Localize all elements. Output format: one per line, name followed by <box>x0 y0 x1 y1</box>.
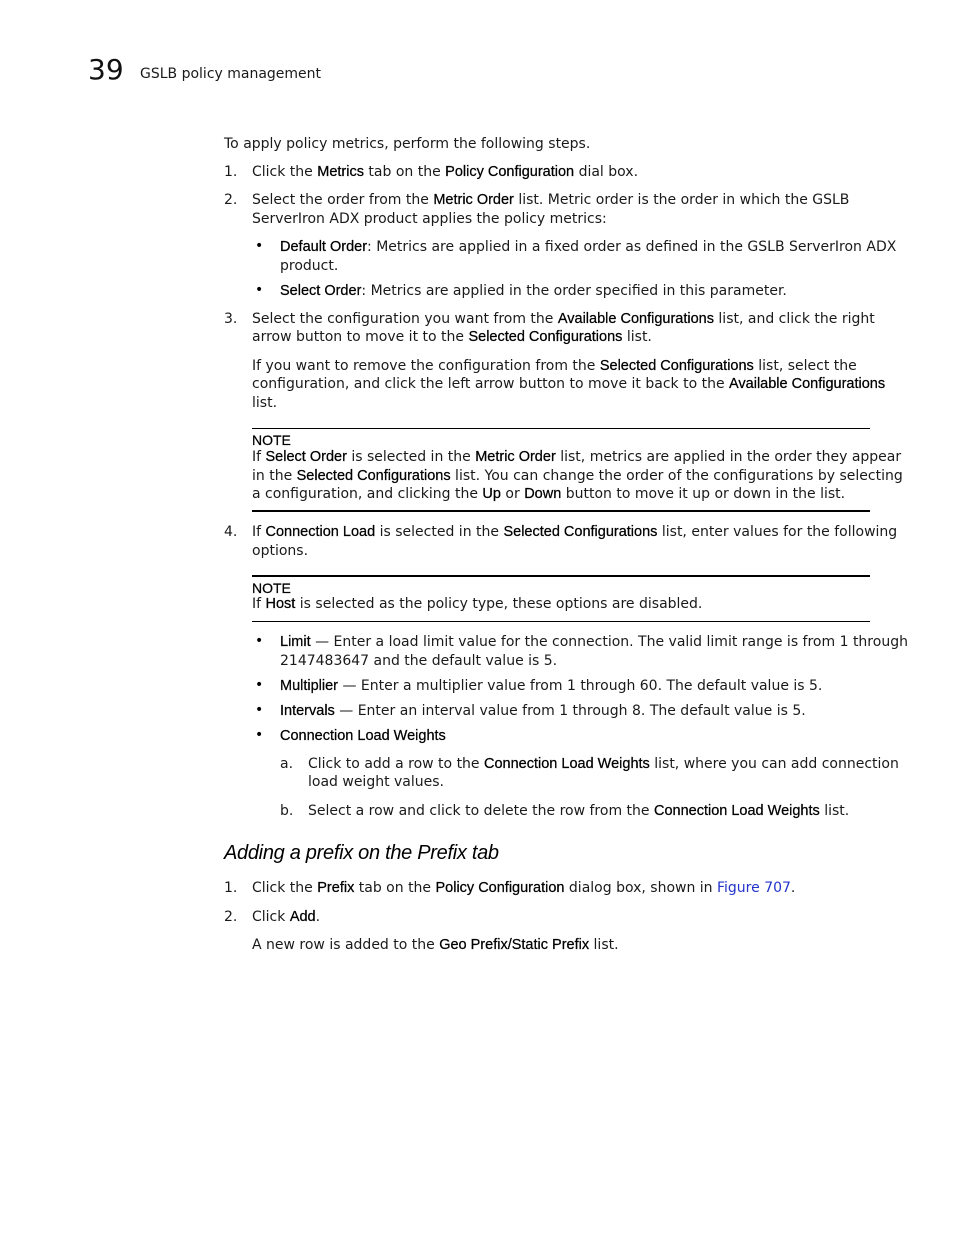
prefix-step-2-para: A new row is added to the Geo Prefix/Static Prefix list. <box>252 937 619 953</box>
substep-letter: a. <box>280 756 294 772</box>
bullet-default-order: Default Order: Metrics are applied in a fixed order as defined in the GSLB ServerIron ADX <box>280 239 897 255</box>
note-label: NOTE <box>252 580 291 596</box>
step-1-text: Click the Metrics tab on the Policy Configuration dial box. <box>252 164 639 180</box>
step-number: 1. <box>224 164 238 180</box>
note-label: NOTE <box>252 432 291 448</box>
intro-text: To apply policy metrics, perform the following steps. <box>224 136 591 152</box>
step-number: 4. <box>224 524 238 540</box>
note-bottom-rule <box>252 621 870 622</box>
step-3-text-line2: arrow button to move it to the Selected Configurations list. <box>252 329 652 345</box>
note-top-rule <box>252 428 870 429</box>
substep-letter: b. <box>280 803 294 819</box>
bullet-dot: • <box>255 282 264 298</box>
chapter-title: GSLB policy management <box>140 66 322 82</box>
note-1-text: If Select Order is selected in the Metric Order list, metrics are applied in the order they appear <box>252 449 902 465</box>
step-number: 2. <box>224 909 238 925</box>
bullet-connection-load-weights: Connection Load Weights <box>280 728 446 744</box>
chapter-number: 39 <box>88 53 124 86</box>
step-2-text: Select the order from the Metric Order list. Metric order is the order in which the GSLB <box>252 192 850 208</box>
step-number: 3. <box>224 311 238 327</box>
prefix-step-1-text: Click the Prefix tab on the Policy Configuration dialog box, shown in Figure 707. <box>252 880 796 896</box>
substep-a-text-line2: load weight values. <box>308 774 445 790</box>
step-3-para-line2: configuration, and click the left arrow button to move it back to the Available Configurations <box>252 376 886 392</box>
note-1-text-line3: a configuration, and clicking the Up or Down button to move it up or down in the list. <box>252 486 846 502</box>
bullet-limit: Limit — Enter a load limit value for the connection. The valid limit range is from 1 through <box>280 634 908 650</box>
prefix-step-2-text: Click Add. <box>252 909 321 925</box>
bullet-dot: • <box>255 633 264 649</box>
substep-b-text: Select a row and click to delete the row from the Connection Load Weights list. <box>308 803 850 819</box>
bullet-default-order-line2: product. <box>280 258 339 274</box>
step-number: 2. <box>224 192 238 208</box>
step-number: 1. <box>224 880 238 896</box>
note-bottom-rule <box>252 510 870 512</box>
note-top-rule <box>252 575 870 577</box>
step-4-text-line2: options. <box>252 543 309 559</box>
bullet-dot: • <box>255 727 264 743</box>
figure-707-link[interactable]: Figure 707 <box>717 880 791 896</box>
bullet-dot: • <box>255 677 264 693</box>
note-2-text: If Host is selected as the policy type, these options are disabled. <box>252 596 703 612</box>
step-3-para: If you want to remove the configuration from the Selected Configurations list, select the <box>252 358 857 374</box>
bullet-dot: • <box>255 238 264 254</box>
note-1-text-line2: in the Selected Configurations list. You can change the order of the configurations by selecting <box>252 468 903 484</box>
bullet-multiplier: Multiplier — Enter a multiplier value from 1 through 60. The default value is 5. <box>280 678 823 694</box>
step-3-text: Select the configuration you want from the Available Configurations list, and click the right <box>252 311 875 327</box>
section-heading: Adding a prefix on the Prefix tab <box>224 842 499 864</box>
substep-a-text: Click to add a row to the Connection Load Weights list, where you can add connection <box>308 756 899 772</box>
step-2-text-line2: ServerIron ADX product applies the policy metrics: <box>252 211 607 227</box>
bullet-select-order: Select Order: Metrics are applied in the order specified in this parameter. <box>280 283 787 299</box>
step-3-para-line3: list. <box>252 395 278 411</box>
bullet-dot: • <box>255 702 264 718</box>
step-4-text: If Connection Load is selected in the Selected Configurations list, enter values for the following <box>252 524 898 540</box>
bullet-limit-line2: 2147483647 and the default value is 5. <box>280 653 558 669</box>
bullet-intervals: Intervals — Enter an interval value from 1 through 8. The default value is 5. <box>280 703 806 719</box>
